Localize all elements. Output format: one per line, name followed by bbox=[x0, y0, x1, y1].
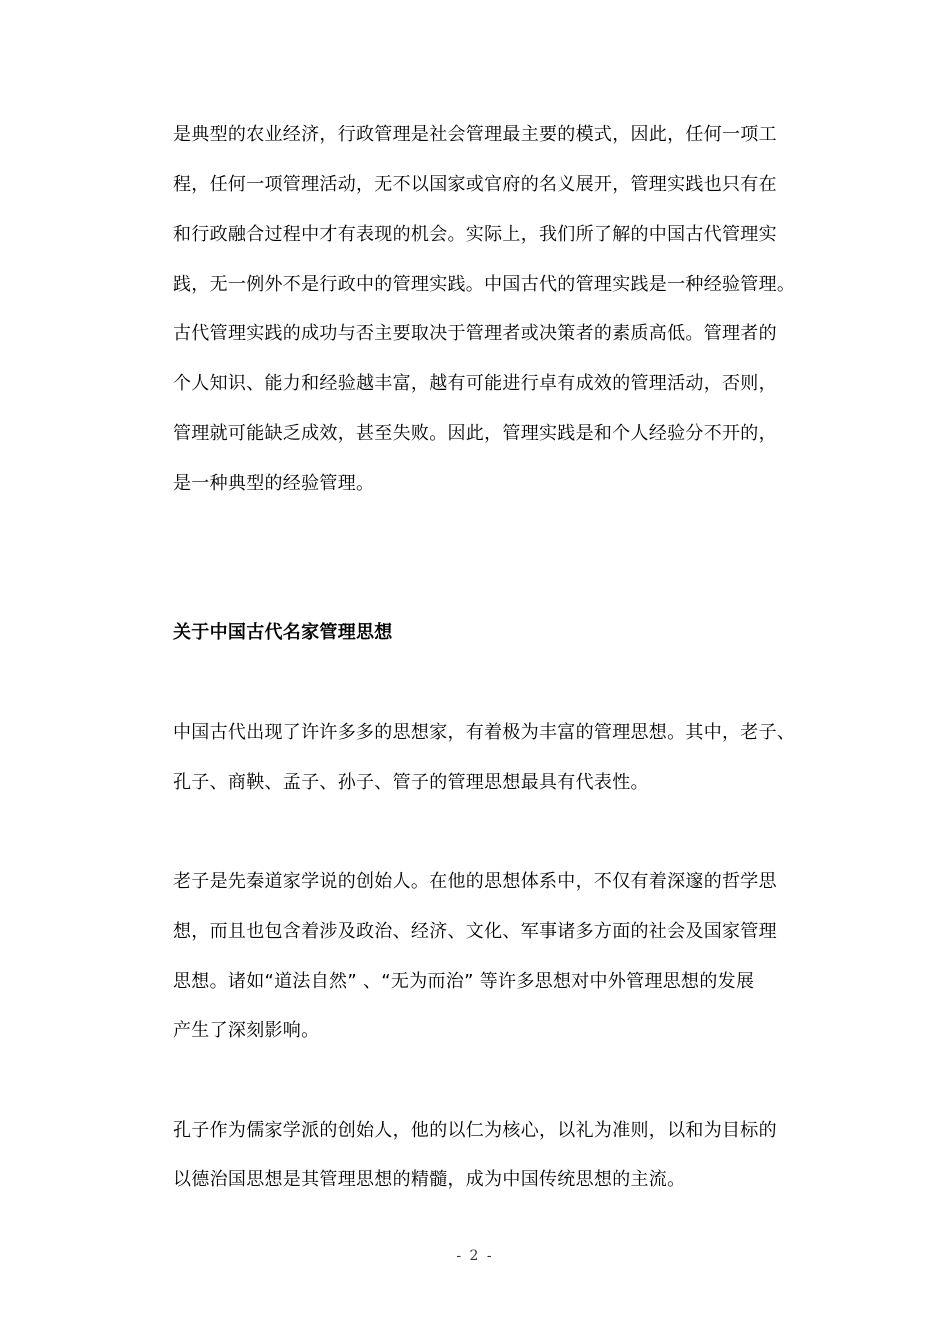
text-line: 以德治国思想是其管理思想的精髓，成为中国传统思想的主流。 bbox=[173, 1169, 686, 1190]
text-line: 产生了深刻影响。 bbox=[173, 1020, 320, 1041]
text-line: 想，而且也包含着涉及政治、经济、文化、军事诸多方面的社会及国家管理 bbox=[173, 921, 777, 942]
text-line: 中国古代出现了许许多多的思想家，有着极为丰富的管理思想。其中，老子、 bbox=[173, 722, 796, 743]
text-line: 是一种典型的经验管理。 bbox=[173, 473, 375, 494]
text-line: 管理就可能缺乏成效，甚至失败。因此，管理实践是和个人经验分不开的， bbox=[173, 423, 777, 444]
text-line: 程，任何一项管理活动，无不以国家或官府的名义展开，管理实践也只有在 bbox=[173, 174, 777, 195]
section-heading: 关于中国古代名家管理思想 bbox=[173, 622, 393, 643]
text-line: 是典型的农业经济，行政管理是社会管理最主要的模式，因此，任何一项工 bbox=[173, 124, 777, 145]
text-line: 践，无一例外不是行政中的管理实践。中国古代的管理实践是一种经验管理。 bbox=[173, 274, 796, 295]
page-number: - 2 - bbox=[456, 1248, 494, 1264]
text-line: 孔子作为儒家学派的创始人，他的以仁为核心，以礼为准则，以和为目标的 bbox=[173, 1120, 777, 1141]
text-line: 老子是先秦道家学说的创始人。在他的思想体系中，不仅有着深邃的哲学思 bbox=[173, 871, 777, 892]
text-line: 古代管理实践的成功与否主要取决于管理者或决策者的素质高低。管理者的 bbox=[173, 323, 777, 344]
text-line: 孔子、商鞅、孟子、孙子、管子的管理思想最具有代表性。 bbox=[173, 772, 649, 793]
text-line: 个人知识、能力和经验越丰富，越有可能进行卓有成效的管理活动，否则， bbox=[173, 373, 777, 394]
text-line: 思想。诸如“道法自然” 、“无为而治” 等许多思想对中外管理思想的发展 bbox=[173, 971, 755, 992]
text-line: 和行政融合过程中才有表现的机会。实际上，我们所了解的中国古代管理实 bbox=[173, 224, 777, 245]
